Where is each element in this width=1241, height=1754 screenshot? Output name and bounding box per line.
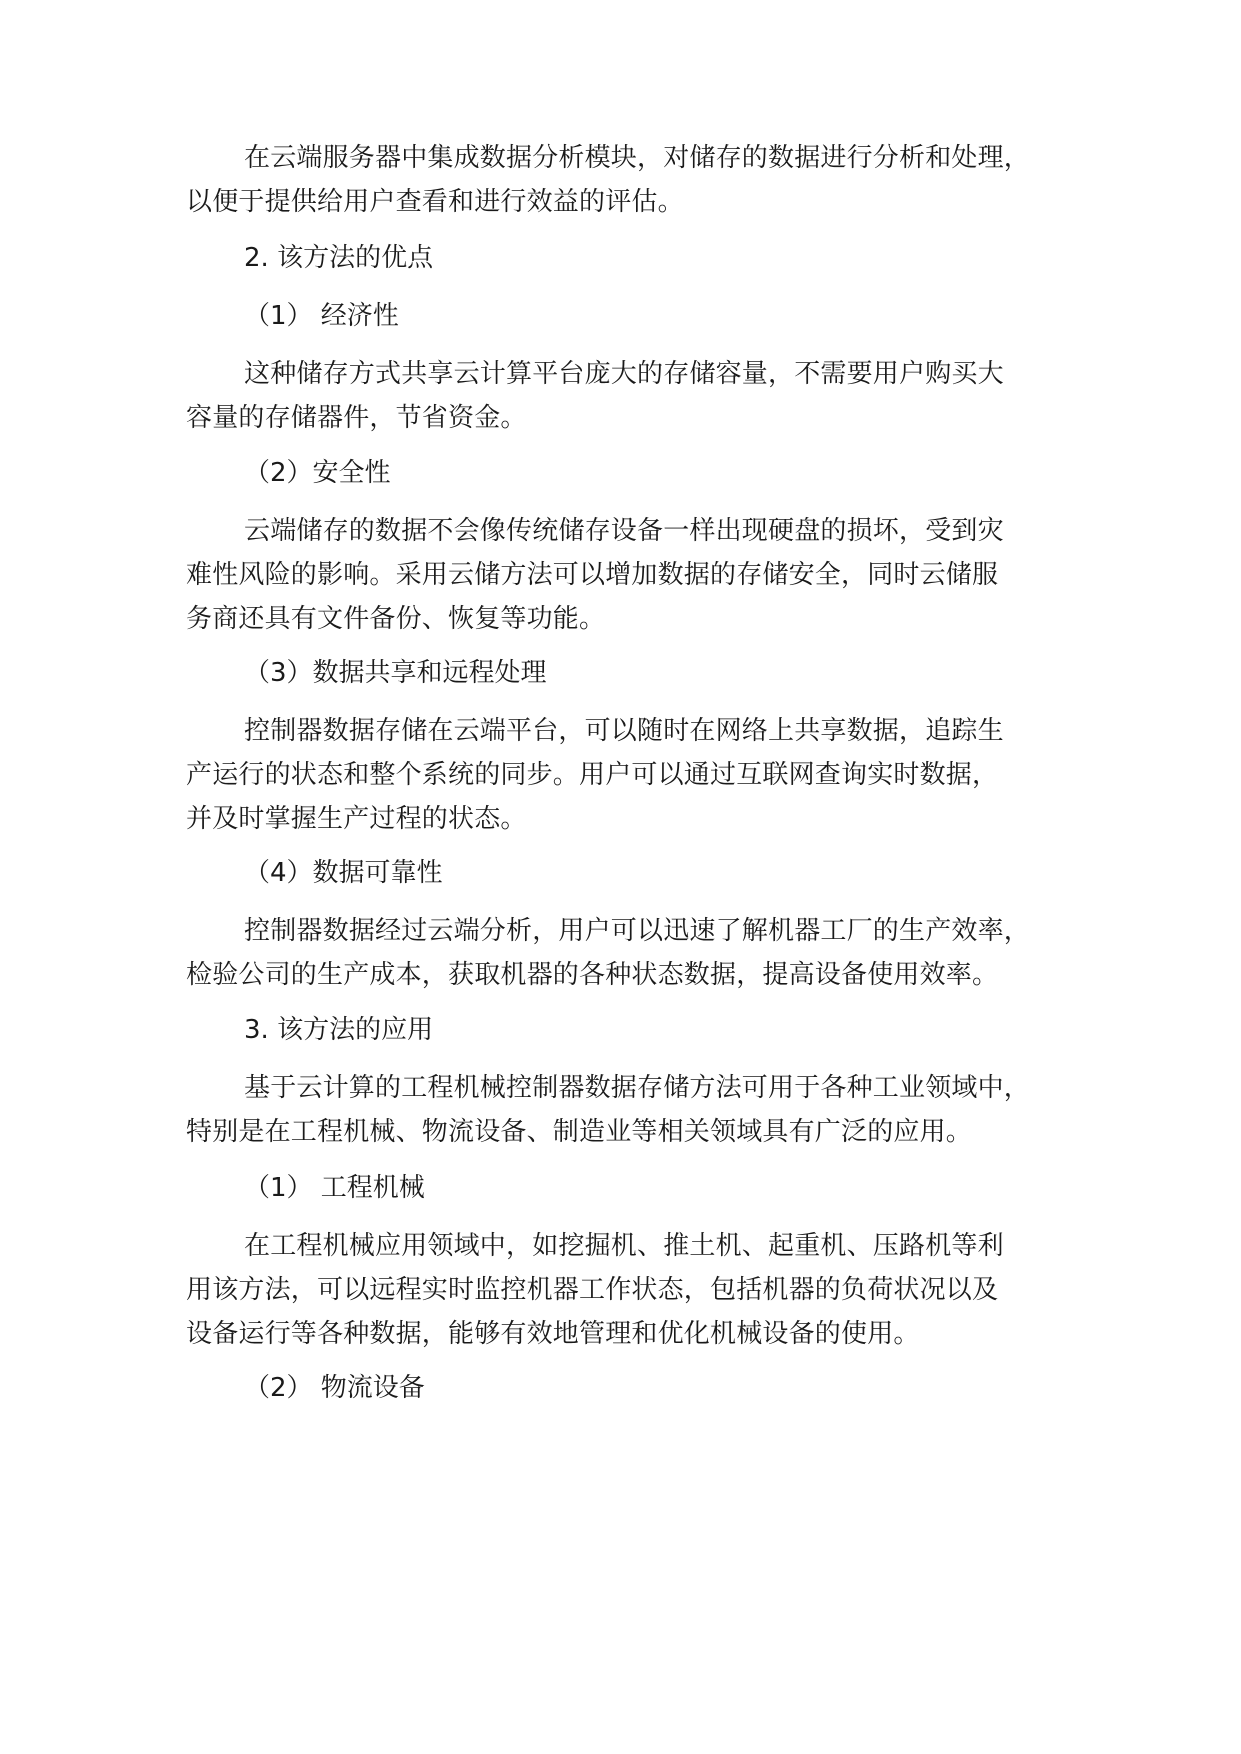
paragraph-data-sharing: 控制器数据存储在云端平台，可以随时在网络上共享数据，追踪生 产运行的状态和整个系统的同步。用户可以通过互联网查询实时数据， 并及时掌握生产过程的状态。 [186,716,1004,834]
paragraph-reliability: 控制器数据经过云端分析，用户可以迅速了解机器工厂的生产效率， 检验公司的生产成本，获取机器的各种状态数据，提高设备使用效率。 [186,916,1031,990]
paragraph-application: 基于云计算的工程机械控制器数据存储方法可用于各种工业领域中， 特别是在工程机械、物流设备、制造业等相关领域具有广泛的应用。 [186,1073,1031,1147]
heading-economy: （1） 经济性 [244,301,399,331]
heading-engineering-machinery: （1） 工程机械 [244,1173,425,1203]
heading-advantages: 2. 该方法的优点 [244,243,434,273]
heading-reliability: （4）数据可靠性 [244,858,443,888]
paragraph-security: 云端储存的数据不会像传统储存设备一样出现硬盘的损坏，受到灾 难性风险的影响。采用云储方法可以增加数据的存储安全，同时云储服 务商还具有文件备份、恢复等功能。 [186,516,1004,634]
heading-data-sharing: （3）数据共享和远程处理 [244,658,547,688]
heading-security: （2）安全性 [244,458,391,488]
heading-application: 3. 该方法的应用 [244,1015,434,1045]
paragraph-engineering-machinery: 在工程机械应用领域中，如挖掘机、推土机、起重机、压路机等利 用该方法，可以远程实时监控机器工作状态，包括机器的负荷状况以及 设备运行等各种数据，能够有效地管理和优化机械设备的使用。 [186,1231,1004,1349]
paragraph-economy: 这种储存方式共享云计算平台庞大的存储容量，不需要用户购买大 容量的存储器件，节省资金。 [186,359,1004,433]
paragraph-data-analysis: 在云端服务器中集成数据分析模块，对储存的数据进行分析和处理， 以便于提供给用户查看和进行效益的评估。 [186,143,1031,217]
heading-logistics-equipment: （2） 物流设备 [244,1373,425,1403]
